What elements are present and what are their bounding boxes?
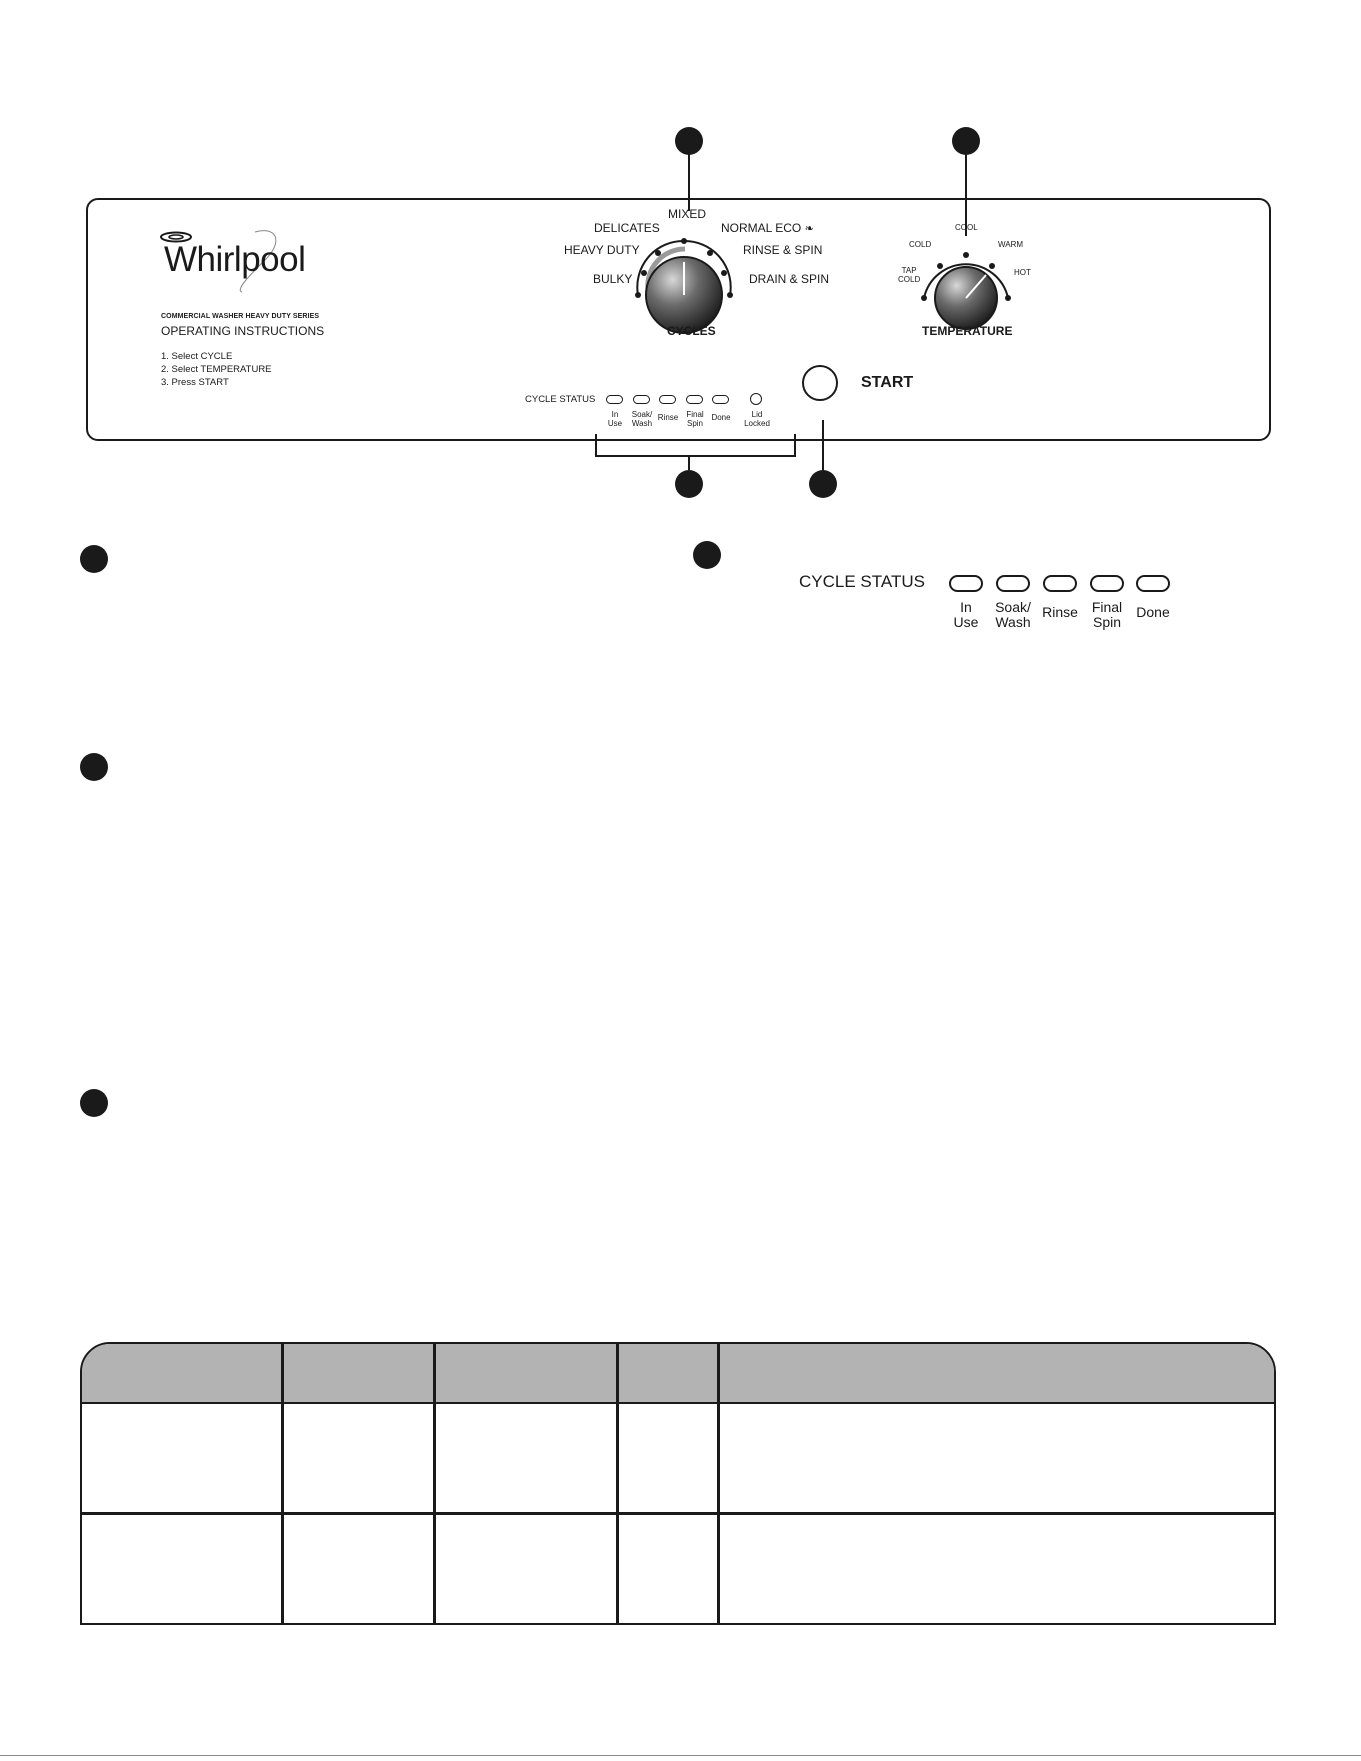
temp-option-hot: HOT (1014, 268, 1031, 277)
detail-label-rinse: Rinse (1042, 604, 1078, 620)
detail-light-soak-wash (996, 575, 1030, 592)
status-label-soak-wash: Soak/ Wash (631, 410, 653, 428)
leaf-icon: ❧ (804, 223, 814, 235)
status-bracket-left (595, 434, 597, 456)
whirlpool-wordmark: Whirlpool (164, 240, 306, 279)
status-label-rinse: Rinse (657, 413, 679, 422)
status-bracket-stem (688, 456, 690, 470)
temperature-label: TEMPERATURE (922, 324, 1013, 338)
cycles-label: CYCLES (667, 324, 716, 338)
callout-temperature (952, 127, 980, 155)
detail-light-in-use (949, 575, 983, 592)
instruction-step-2: 2. Select TEMPERATURE (161, 364, 272, 375)
detail-label-done: Done (1136, 604, 1170, 620)
status-label-lid-locked: Lid Locked (744, 410, 770, 428)
cycle-option-mixed: MIXED (668, 207, 707, 221)
status-label-in-use: In Use (607, 410, 623, 428)
instructions-heading: OPERATING INSTRUCTIONS (161, 324, 325, 338)
section-callout-1 (80, 545, 108, 573)
temp-option-warm: WARM (998, 240, 1024, 249)
cycle-option-heavy-duty: HEAVY DUTY (564, 243, 640, 257)
lid-locked-light (750, 393, 762, 405)
detail-label-in-use: In Use (953, 599, 979, 630)
detail-light-done (1136, 575, 1170, 592)
detail-label-final-spin: Final Spin (1091, 599, 1123, 630)
control-panel (86, 198, 1271, 441)
temp-option-cool: COOL (955, 223, 978, 232)
cycle-table-row-divider (82, 1512, 1274, 1515)
series-label: COMMERCIAL WASHER HEAVY DUTY SERIES (161, 313, 320, 320)
callout-start-leader (822, 420, 824, 472)
status-bracket-right (794, 434, 796, 456)
cycle-table-col-divider-2 (433, 1344, 436, 1623)
cycle-table-col-divider-1 (281, 1344, 284, 1623)
status-light-soak-wash (633, 395, 650, 404)
cycle-table-col-divider-3 (616, 1344, 619, 1623)
status-light-in-use (606, 395, 623, 404)
cycle-status-label: CYCLE STATUS (525, 394, 596, 405)
footer-rule (0, 1755, 1361, 1756)
detail-cycle-status-label: CYCLE STATUS (799, 572, 925, 591)
cycle-option-rinse-spin: RINSE & SPIN (743, 243, 823, 257)
cycle-table (80, 1342, 1276, 1625)
status-light-done (712, 395, 729, 404)
status-light-rinse (659, 395, 676, 404)
temp-option-cold: COLD (909, 240, 932, 249)
detail-light-final-spin (1090, 575, 1124, 592)
status-light-final-spin (686, 395, 703, 404)
cycle-option-normal-eco: NORMAL ECO ❧ (721, 221, 814, 235)
section-callout-4 (693, 541, 721, 569)
instruction-step-3: 3. Press START (161, 377, 229, 388)
callout-cycles (675, 127, 703, 155)
instruction-step-1: 1. Select CYCLE (161, 351, 233, 362)
cycle-table-header (82, 1344, 1274, 1404)
detail-label-soak-wash: Soak/ Wash (995, 599, 1031, 630)
temp-option-tap-cold: TAP COLD (898, 266, 921, 284)
start-button[interactable] (802, 365, 838, 401)
cycle-table-col-divider-4 (717, 1344, 720, 1623)
section-callout-3 (80, 1089, 108, 1117)
detail-light-rinse (1043, 575, 1077, 592)
status-bracket-bottom (595, 455, 796, 457)
callout-cycle-status (675, 470, 703, 498)
cycle-option-bulky: BULKY (593, 272, 633, 286)
status-label-done: Done (711, 413, 731, 422)
cycle-option-delicates: DELICATES (594, 221, 660, 235)
callout-start (809, 470, 837, 498)
section-callout-2 (80, 753, 108, 781)
cycle-option-drain-spin: DRAIN & SPIN (749, 272, 830, 286)
status-label-final-spin: Final Spin (686, 410, 704, 428)
start-label: START (861, 374, 914, 391)
